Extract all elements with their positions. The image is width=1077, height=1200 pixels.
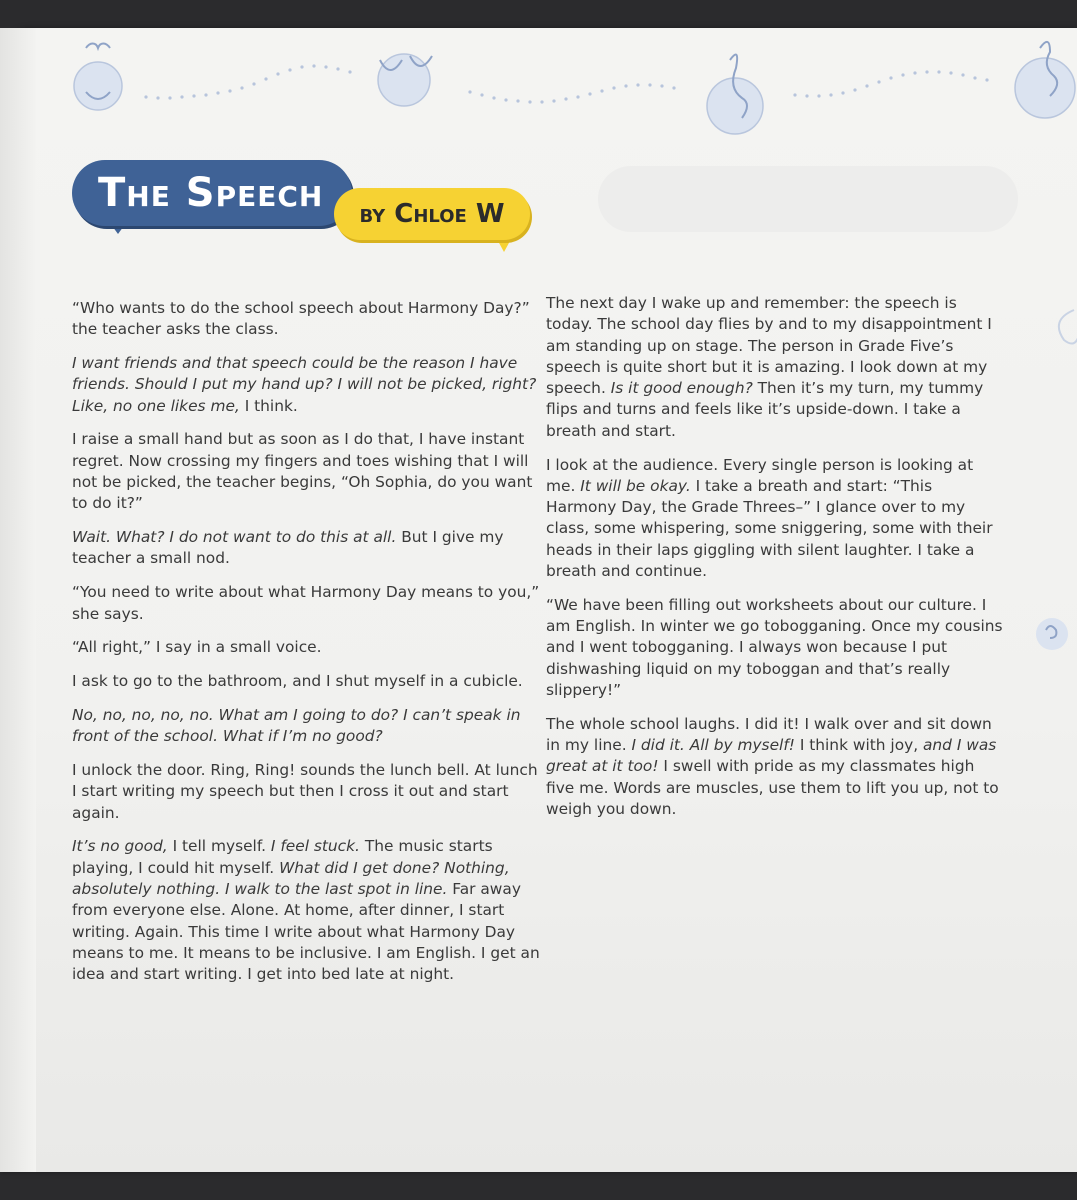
body-text: I swell with pride as my classmates high five me. Words are muscles, use them to lift you up, not to weigh you down.: [546, 757, 999, 819]
italic-text: What did I get done? Nothing, absolutely nothing. I walk to the last spot in line.: [72, 858, 510, 899]
paragraph: [72, 637, 542, 658]
story-column-left: [72, 298, 542, 998]
swirl-icon: [1028, 610, 1077, 660]
paragraph: [72, 298, 542, 341]
header-decoration: [0, 0, 1077, 160]
italic-text: I want friends and that speech could be the reason I have friends. Should I put my hand up? I will not be picked, right? Like, no one likes me,: [72, 354, 537, 415]
show-through-title: [598, 166, 1018, 232]
italic-text: I feel stuck.: [270, 837, 360, 856]
paragraph: [546, 293, 1006, 442]
article-byline: by Chloe W: [334, 188, 530, 240]
face-bubble-icon: [707, 78, 763, 134]
italic-text: I did it. All by myself!: [631, 736, 795, 755]
body-text: The whole school laughs. I did it! I walk over and sit down in my line.: [546, 714, 992, 755]
body-text: I think.: [244, 396, 298, 415]
body-text: I look at the audience. Every single person is looking at me.: [546, 455, 974, 495]
body-text: “We have been filling out worksheets about our culture. I am English. In winter we go tobogganing. Once my cousins and I went tobogganing. I always won because I put dishwashing liquid on my toboggan and that’s really slippery!”: [546, 595, 1003, 700]
body-text: Far away from everyone else. Alone. At home, after dinner, I start writing. Again. This time I write about what Harmony Day means to me. It means to be inclusive. I am English. I get an idea and start writing. I get into bed late at night.: [72, 880, 540, 984]
body-text: I ask to go to the bathroom, and I shut myself in a cubicle.: [72, 672, 523, 691]
paragraph: [72, 353, 542, 417]
article-title: The Speech: [72, 160, 352, 226]
italic-text: It will be okay.: [580, 476, 691, 495]
body-text: “All right,” I say in a small voice.: [72, 638, 322, 657]
italic-text: and I was great at it too!: [546, 736, 997, 776]
body-text: I raise a small hand but as soon as I do that, I have instant regret. Now crossing my fingers and toes wishing that I will not be picked, the teacher begins, “Oh Sophia, do you want to do it?”: [72, 430, 533, 513]
body-text: I take a breath and start: “This Harmony Day, the Grade Threes–” I glance over to my class, some whispering, some sniggering, some with their heads in their laps giggling with silent laughter. I take a breath and continue.: [546, 476, 993, 581]
italic-text: No, no, no, no, no. What am I going to do? I can’t speak in front of the school. What if I’m no good?: [72, 705, 521, 746]
body-text: I tell myself.: [167, 837, 271, 856]
paragraph: [72, 705, 542, 748]
body-text: Then it’s my turn, my tummy flips and turns and feels like it’s upside-down. I take a breath and start.: [546, 379, 984, 440]
italic-text: Is it good enough?: [610, 379, 753, 398]
body-text: I think with joy,: [794, 736, 923, 755]
body-text: “You need to write about what Harmony Day means to you,” she says.: [72, 583, 540, 623]
face-bubble-icon: [1015, 58, 1075, 118]
body-text: But I give my teacher a small nod.: [72, 528, 504, 568]
page-fold-edge: [0, 28, 36, 1172]
paragraph: [72, 836, 542, 985]
body-text: I unlock the door. Ring, Ring! sounds the lunch bell. At lunch I start writing my speech but then I cross it out and start again.: [72, 761, 538, 822]
story-column-right: [546, 293, 1006, 833]
body-text: The music starts playing, I could hit myself.: [72, 837, 493, 877]
paragraph: [546, 455, 1006, 583]
body-text: “Who wants to do the school speech about Harmony Day?” the teacher asks the class.: [72, 299, 530, 339]
face-bubble-icon: [74, 62, 122, 110]
paragraph: [72, 582, 542, 625]
paragraph: [72, 527, 542, 570]
paragraph: [546, 595, 1006, 701]
paragraph: [72, 671, 542, 692]
title-banner: [72, 160, 542, 260]
italic-text: Wait. What? I do not want to do this at all.: [72, 528, 397, 547]
paragraph: [72, 429, 542, 514]
face-bubble-icon: [378, 54, 430, 106]
paragraph: [72, 760, 542, 824]
swirl-icon: [1040, 300, 1077, 360]
paragraph: [546, 714, 1006, 820]
italic-text: It’s no good,: [72, 837, 168, 856]
body-text: The next day I wake up and remember: the speech is today. The school day flies by and to my disappointment I am standing up on stage. The person in Grade Five’s speech is quite short but it is amazing. I look down at my speech.: [546, 294, 992, 398]
